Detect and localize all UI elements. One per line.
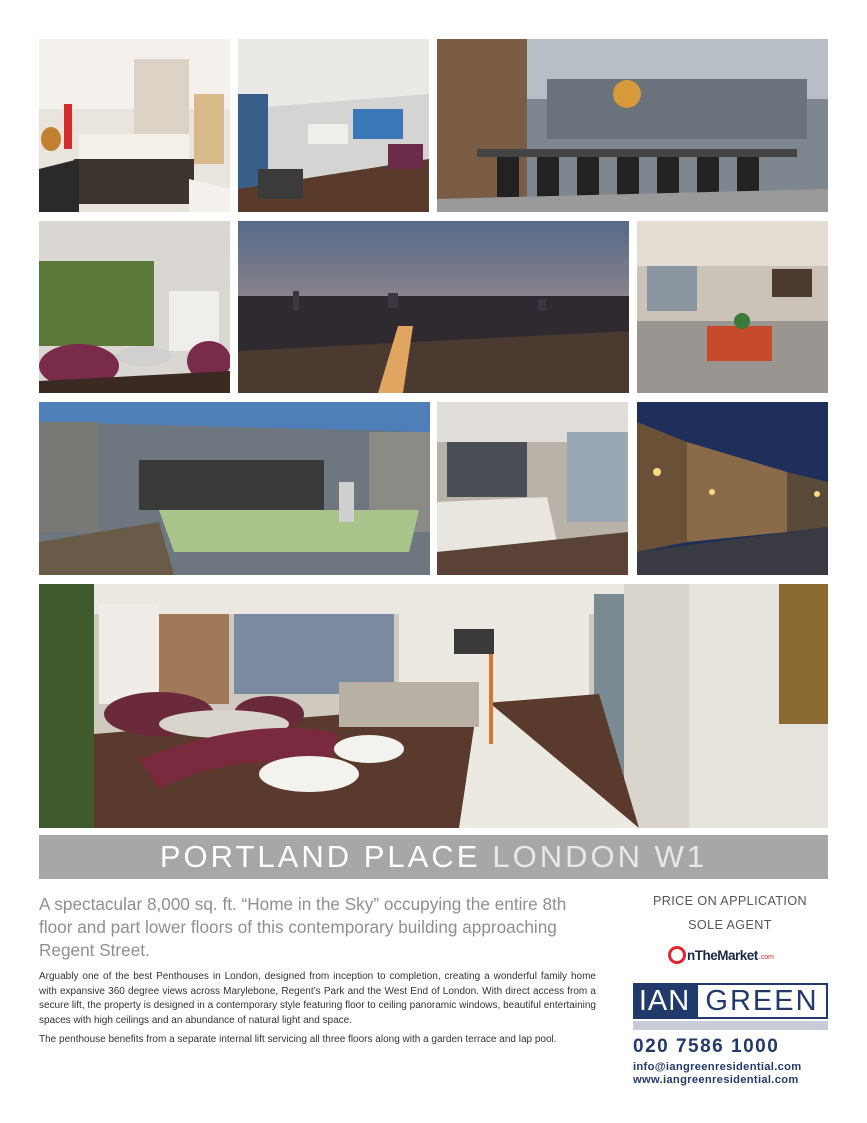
photo-indoor-pool xyxy=(39,402,430,575)
price-label: PRICE ON APPLICATION xyxy=(652,894,808,908)
photo-sunken-lounge xyxy=(637,221,828,393)
agency-email: info@iangreenresidential.com xyxy=(633,1061,802,1073)
photo-living-wall-lounge xyxy=(39,221,230,393)
property-title-location: LONDON W1 xyxy=(492,839,708,874)
agency-phone: 020 7586 1000 xyxy=(633,1036,780,1057)
property-title-bar xyxy=(39,835,828,879)
photo-dining-room-city-view xyxy=(437,39,828,212)
property-headline: A spectacular 8,000 sq. ft. “Home in the Sky” occupying the entire 8th floor and part lower floors of this contemporary building approaching Regent Street. xyxy=(39,894,567,960)
photo-main-reception-room xyxy=(39,584,828,828)
description-paragraph-1: Arguably one of the best Penthouses in London, designed from inception to completion, creating a wonderful family home with expansive 360 degree views across Marylebone, Regent’s Park and the West End of London. With direct access from a secure lift, the property is designed in a contemporary style featuring floor to ceiling panoramic windows, beautiful entertaining spaces with high ceilings and an abundance of natural light and space. xyxy=(39,971,596,1026)
property-title-street: PORTLAND PLACE xyxy=(159,839,481,874)
onthemarket-suffix: .com xyxy=(758,953,774,961)
photo-living-room-staircase xyxy=(39,39,230,212)
logo-underline-bar xyxy=(633,1021,828,1030)
onthemarket-logo xyxy=(668,942,798,968)
photo-open-plan-kitchen xyxy=(238,39,429,212)
property-description xyxy=(39,970,596,1053)
ian-green-logo xyxy=(633,983,828,1019)
logo-part-green: GREEN xyxy=(696,983,828,1019)
description-paragraph-2: The penthouse benefits from a separate internal lift servicing all three floors along with a garden terrace and lap pool. xyxy=(39,1034,557,1046)
photo-london-skyline-dusk xyxy=(238,221,629,393)
logo-part-ian: IAN xyxy=(633,983,696,1019)
photo-portland-place-street-night xyxy=(637,402,828,575)
agent-status: SOLE AGENT xyxy=(688,918,772,932)
photo-master-bedroom xyxy=(437,402,628,575)
onthemarket-brand: nTheMarket xyxy=(687,947,758,963)
agency-website: www.iangreenresidential.com xyxy=(633,1074,799,1086)
onthemarket-ring-icon xyxy=(668,946,686,964)
